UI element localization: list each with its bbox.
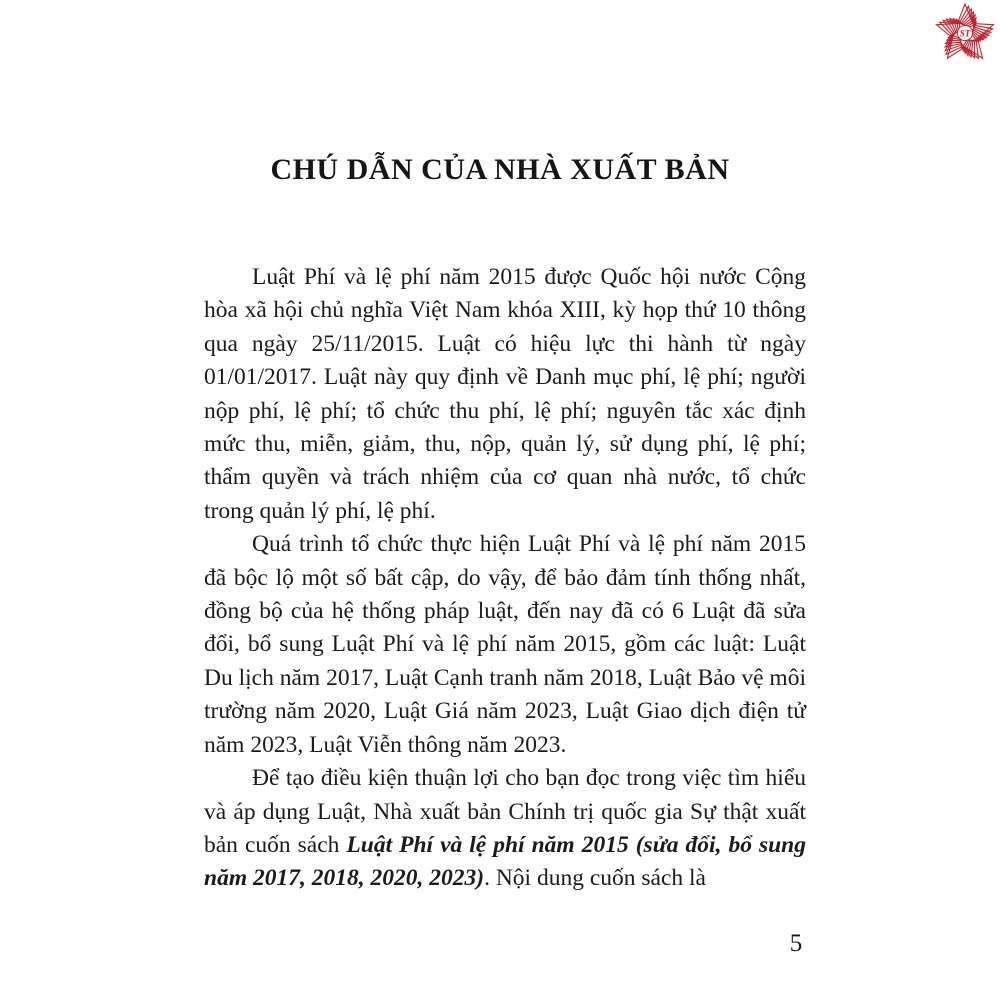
- book-title-emphasis: Luật Phí và lệ phí năm 2015 (sửa đổi, bổ sung năm 2017, 2018, 2020, 2023): [204, 831, 806, 892]
- text-segment: Quá trình tổ chức thực hiện Luật Phí và lệ phí năm 2015 đã bộc lộ một số bất cập, do vậy, để bảo đảm tính thống nhất, đồng bộ của hệ thống pháp luật, đến nay đã có 6 Luật đã sửa đổi, bổ sung Luật Phí và lệ phí năm 2015, gồm các luật: Luật Du lịch năm 2017, Luật Cạnh tranh năm 2018, Luật Bảo vệ môi trường năm 2020, Luật Giá năm 2023, Luật Giao dịch điện tử năm 2023, Luật Viễn thông năm 2023.: [204, 531, 806, 758]
- text-segment: Luật Phí và lệ phí năm 2015 được Quốc hội nước Cộng hòa xã hội chủ nghĩa Việt Nam khóa XIII, kỳ họp thứ 10 thông qua ngày 25/11/2015. Luật có hiệu lực thi hành từ ngày 01/01/2017. Luật này quy định về Danh mục phí, lệ phí; người nộp phí, lệ phí; tổ chức thu phí, lệ phí; nguyên tắc xác định mức thu, miễn, giảm, thu, nộp, quản lý, sử dụng phí, lệ phí; thẩm quyền và trách nhiệm của cơ quan nhà nước, tổ chức trong quản lý phí, lệ phí.: [204, 264, 806, 524]
- text-segment: . Nội dung cuốn sách là: [484, 865, 706, 892]
- publisher-star-logo-icon: [926, 0, 1000, 72]
- paragraph-3: [204, 762, 806, 896]
- page-title: CHÚ DẪN CỦA NHÀ XUẤT BẢN: [270, 153, 730, 186]
- text-segment: Để tạo điều kiện thuận lợi cho bạn đọc trong việc tìm hiểu và áp dụng Luật, Nhà xuất bản Chính trị quốc gia Sự thật xuất bản cuốn sách: [204, 765, 806, 858]
- paragraph-1: [204, 261, 806, 528]
- logo-monogram: ST: [959, 28, 971, 39]
- body-text: [204, 261, 806, 896]
- page-number: 5: [789, 930, 803, 957]
- paragraph-2: [204, 528, 806, 762]
